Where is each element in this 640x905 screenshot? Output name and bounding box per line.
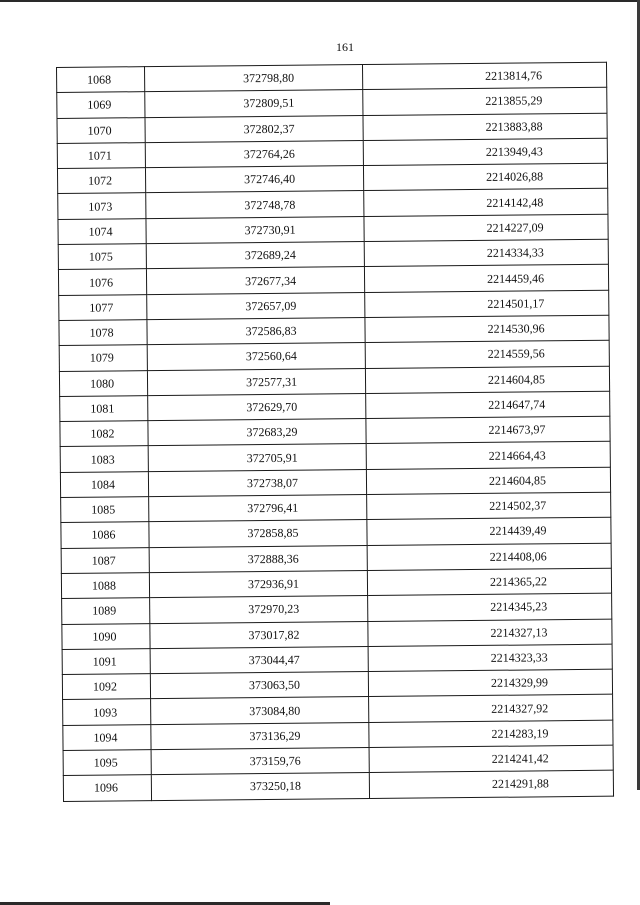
x-coordinate-cell: 372560,64: [147, 343, 365, 370]
x-coordinate-cell: 372970,23: [150, 596, 368, 623]
x-coordinate-cell: 372802,37: [145, 115, 363, 142]
x-coordinate-cell: 372738,07: [148, 469, 366, 496]
y-coordinate-cell: 2213814,76: [362, 62, 606, 90]
point-number-cell: 1082: [60, 421, 148, 447]
y-coordinate-cell: 2213949,43: [363, 138, 607, 166]
coordinates-table-wrapper: [56, 62, 613, 802]
y-coordinate-cell: 2214439,49: [367, 518, 611, 546]
point-number-cell: 1089: [62, 598, 150, 624]
y-coordinate-cell: 2214664,43: [366, 442, 610, 470]
x-coordinate-cell: 373136,29: [151, 722, 369, 749]
point-number-cell: 1090: [62, 623, 150, 649]
y-coordinate-cell: 2214283,19: [369, 720, 613, 748]
x-coordinate-cell: 372746,40: [145, 166, 363, 193]
x-coordinate-cell: 373063,50: [150, 672, 368, 699]
point-number-cell: 1080: [59, 370, 147, 396]
point-number-cell: 1072: [57, 168, 145, 194]
y-coordinate-cell: 2214026,88: [363, 163, 607, 191]
x-coordinate-cell: 372858,85: [149, 520, 367, 547]
x-coordinate-cell: 372629,70: [148, 393, 366, 420]
point-number-cell: 1083: [60, 446, 148, 472]
point-number-cell: 1091: [62, 648, 150, 674]
y-coordinate-cell: 2214647,74: [366, 391, 610, 419]
x-coordinate-cell: 372577,31: [147, 368, 365, 395]
y-coordinate-cell: 2214673,97: [366, 416, 610, 444]
point-number-cell: 1076: [58, 269, 146, 295]
point-number-cell: 1071: [57, 143, 145, 169]
point-number-cell: 1093: [63, 699, 151, 725]
y-coordinate-cell: 2214345,23: [368, 593, 612, 621]
y-coordinate-cell: 2214459,46: [364, 265, 608, 293]
point-number-cell: 1075: [58, 244, 146, 270]
table-row: [63, 770, 613, 801]
y-coordinate-cell: 2214530,96: [365, 315, 609, 343]
x-coordinate-cell: 372764,26: [145, 140, 363, 167]
point-number-cell: 1088: [61, 573, 149, 599]
y-coordinate-cell: 2214334,33: [364, 239, 608, 267]
x-coordinate-cell: 372730,91: [146, 216, 364, 243]
x-coordinate-cell: 373084,80: [151, 697, 369, 724]
y-coordinate-cell: 2214227,09: [364, 214, 608, 242]
y-coordinate-cell: 2214604,85: [366, 467, 610, 495]
x-coordinate-cell: 372888,36: [149, 545, 367, 572]
y-coordinate-cell: 2214604,85: [365, 366, 609, 394]
x-coordinate-cell: 372657,09: [147, 292, 365, 319]
point-number-cell: 1081: [60, 395, 148, 421]
point-number-cell: 1079: [59, 345, 147, 371]
x-coordinate-cell: 372677,34: [146, 267, 364, 294]
point-number-cell: 1095: [63, 750, 151, 776]
y-coordinate-cell: 2214241,42: [369, 745, 613, 773]
x-coordinate-cell: 373250,18: [151, 773, 369, 800]
y-coordinate-cell: 2214291,88: [369, 770, 613, 798]
coordinates-table: [56, 62, 614, 802]
point-number-cell: 1070: [57, 117, 145, 143]
point-number-cell: 1069: [57, 92, 145, 118]
x-coordinate-cell: 372586,83: [147, 318, 365, 345]
x-coordinate-cell: 372705,91: [148, 444, 366, 471]
x-coordinate-cell: 372683,29: [148, 419, 366, 446]
x-coordinate-cell: 372748,78: [146, 191, 364, 218]
y-coordinate-cell: 2214329,99: [368, 669, 612, 697]
point-number-cell: 1078: [59, 320, 147, 346]
point-number-cell: 1087: [61, 547, 149, 573]
x-coordinate-cell: 372798,80: [145, 65, 363, 92]
y-coordinate-cell: 2214142,48: [364, 189, 608, 217]
point-number-cell: 1074: [58, 218, 146, 244]
point-number-cell: 1068: [57, 67, 145, 93]
point-number-cell: 1084: [60, 471, 148, 497]
point-number-cell: 1096: [63, 775, 151, 801]
y-coordinate-cell: 2214327,13: [368, 619, 612, 647]
y-coordinate-cell: 2214365,22: [367, 568, 611, 596]
y-coordinate-cell: 2214327,92: [369, 695, 613, 723]
y-coordinate-cell: 2213855,29: [363, 88, 607, 116]
y-coordinate-cell: 2214323,33: [368, 644, 612, 672]
y-coordinate-cell: 2213883,88: [363, 113, 607, 141]
x-coordinate-cell: 372936,91: [149, 570, 367, 597]
x-coordinate-cell: 372796,41: [149, 495, 367, 522]
x-coordinate-cell: 373017,82: [150, 621, 368, 648]
x-coordinate-cell: 373159,76: [151, 748, 369, 775]
y-coordinate-cell: 2214559,56: [365, 340, 609, 368]
point-number-cell: 1073: [58, 193, 146, 219]
x-coordinate-cell: 372689,24: [146, 242, 364, 269]
point-number-cell: 1086: [61, 522, 149, 548]
y-coordinate-cell: 2214408,06: [367, 543, 611, 571]
y-coordinate-cell: 2214501,17: [365, 290, 609, 318]
page-number: 161: [336, 40, 354, 54]
coordinates-table-body: [57, 62, 614, 801]
x-coordinate-cell: 372809,51: [145, 90, 363, 117]
y-coordinate-cell: 2214502,37: [367, 492, 611, 520]
scan-edge-top: [0, 0, 640, 2]
point-number-cell: 1077: [59, 294, 147, 320]
point-number-cell: 1092: [62, 674, 150, 700]
point-number-cell: 1085: [61, 497, 149, 523]
point-number-cell: 1094: [63, 724, 151, 750]
x-coordinate-cell: 373044,47: [150, 646, 368, 673]
